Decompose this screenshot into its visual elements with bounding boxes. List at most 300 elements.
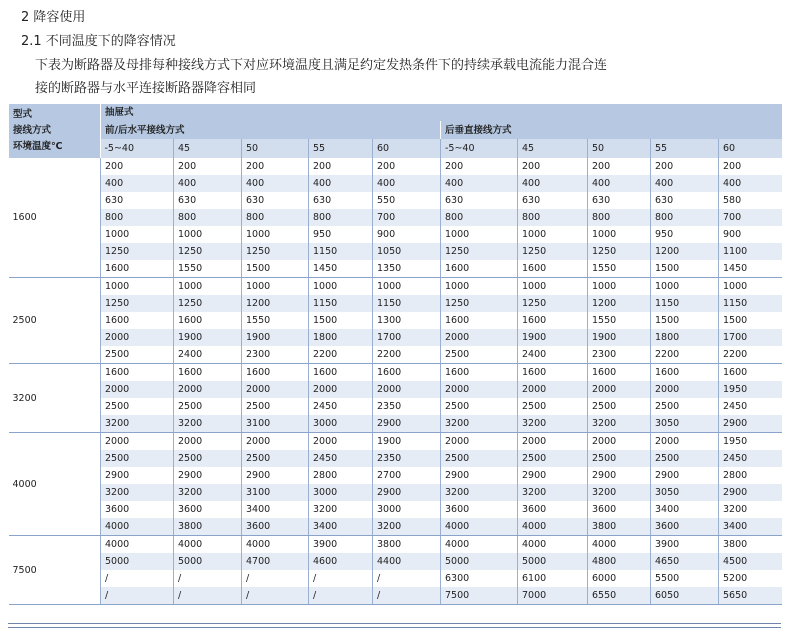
rating-cell: 1600 xyxy=(9,158,101,278)
table-cell: 1600 xyxy=(373,364,441,382)
table-cell: 3400 xyxy=(242,501,309,518)
table-cell: 3050 xyxy=(651,484,719,501)
table-cell: 3400 xyxy=(719,518,782,536)
table-cell: 2500 xyxy=(242,398,309,415)
table-cell: 1450 xyxy=(309,260,373,278)
table-cell: 2000 xyxy=(101,381,174,398)
table-row xyxy=(9,243,782,260)
type-header: 抽屉式 xyxy=(101,104,782,121)
table-cell: 2000 xyxy=(651,433,719,451)
table-cell: 1600 xyxy=(518,364,588,382)
table-cell: 200 xyxy=(373,158,441,175)
table-cell: 3200 xyxy=(518,484,588,501)
table-cell: 800 xyxy=(174,209,242,226)
table-cell: 1250 xyxy=(101,243,174,260)
table-row xyxy=(9,536,782,554)
table-cell: 400 xyxy=(373,175,441,192)
table-cell: 2000 xyxy=(242,381,309,398)
mode-front-header: 前/后水平接线方式 xyxy=(101,121,441,139)
table-cell: 400 xyxy=(174,175,242,192)
table-cell: 3100 xyxy=(242,415,309,433)
table-cell: 2500 xyxy=(101,346,174,364)
table-cell: 1450 xyxy=(719,260,782,278)
table-cell: 3100 xyxy=(242,484,309,501)
table-cell: 2900 xyxy=(719,484,782,501)
table-cell: 6100 xyxy=(518,570,588,587)
table-cell: 2900 xyxy=(719,415,782,433)
rating-cell: 7500 xyxy=(9,536,101,605)
table-cell: 2350 xyxy=(373,450,441,467)
table-cell: 1600 xyxy=(101,312,174,329)
table-cell: 2500 xyxy=(651,450,719,467)
table-cell: 1950 xyxy=(719,381,782,398)
table-cell: 2450 xyxy=(309,450,373,467)
table-cell: 5000 xyxy=(441,553,518,570)
table-row xyxy=(9,553,782,570)
table-cell: 1800 xyxy=(651,329,719,346)
rating-cell: 2500 xyxy=(9,278,101,364)
table-cell: 3600 xyxy=(518,501,588,518)
table-cell: 1000 xyxy=(242,278,309,296)
table-cell: 2200 xyxy=(719,346,782,364)
table-cell: 2000 xyxy=(309,433,373,451)
paragraph-line-1: 下表为断路器及母排每种接线方式下对应环境温度且满足约定发热条件下的持续承载电流能力混合连 xyxy=(35,58,608,73)
table-cell: / xyxy=(101,587,174,605)
table-cell: 3200 xyxy=(441,415,518,433)
table-cell: 3200 xyxy=(101,484,174,501)
table-cell: 400 xyxy=(518,175,588,192)
table-cell: 2400 xyxy=(518,346,588,364)
table-cell: 1800 xyxy=(309,329,373,346)
table-row xyxy=(9,501,782,518)
table-cell: 1550 xyxy=(242,312,309,329)
table-cell: 2500 xyxy=(174,398,242,415)
table-cell: 1250 xyxy=(518,295,588,312)
table-cell: 1200 xyxy=(651,243,719,260)
table-row xyxy=(9,398,782,415)
table-cell: 550 xyxy=(373,192,441,209)
table-cell: 2400 xyxy=(174,346,242,364)
table-row xyxy=(9,467,782,484)
table-cell: 1600 xyxy=(101,260,174,278)
table-row xyxy=(9,329,782,346)
table-cell: 1700 xyxy=(373,329,441,346)
table-cell: 4700 xyxy=(242,553,309,570)
table-cell: 2500 xyxy=(441,398,518,415)
table-cell: 1600 xyxy=(174,364,242,382)
table-cell: 2450 xyxy=(719,450,782,467)
table-cell: 4000 xyxy=(441,536,518,554)
table-cell: 1350 xyxy=(373,260,441,278)
table-cell: 1150 xyxy=(309,295,373,312)
derating-table xyxy=(8,104,782,605)
table-cell: 2500 xyxy=(101,398,174,415)
paragraph-line-2: 接的断路器与水平连接断路器降容相同 xyxy=(35,81,257,96)
table-cell: 1000 xyxy=(441,278,518,296)
table-cell: / xyxy=(373,570,441,587)
table-cell: 4500 xyxy=(719,553,782,570)
row-label-header xyxy=(9,104,101,158)
table-cell: 3800 xyxy=(719,536,782,554)
table-row xyxy=(9,295,782,312)
table-cell: 3000 xyxy=(309,484,373,501)
table-cell: 200 xyxy=(309,158,373,175)
table-cell: 3600 xyxy=(101,501,174,518)
table-cell: 5650 xyxy=(719,587,782,605)
table-cell: 2000 xyxy=(651,381,719,398)
table-cell: 2500 xyxy=(174,450,242,467)
table-cell: 3000 xyxy=(309,415,373,433)
row-label-type: 型式 xyxy=(13,109,33,120)
table-cell: 2900 xyxy=(101,467,174,484)
table-cell: 5000 xyxy=(101,553,174,570)
table-cell: 7500 xyxy=(441,587,518,605)
table-cell: 5000 xyxy=(518,553,588,570)
table-cell: 1150 xyxy=(651,295,719,312)
table-cell: 2500 xyxy=(518,450,588,467)
table-row xyxy=(9,278,782,296)
table-cell: / xyxy=(373,587,441,605)
table-cell: 3900 xyxy=(309,536,373,554)
table-cell: / xyxy=(309,587,373,605)
table-cell: 630 xyxy=(651,192,719,209)
table-row xyxy=(9,587,782,605)
table-cell: 3600 xyxy=(588,501,651,518)
table-cell: 2000 xyxy=(174,433,242,451)
table-cell: 1550 xyxy=(588,312,651,329)
table-cell: 800 xyxy=(101,209,174,226)
table-cell: 630 xyxy=(242,192,309,209)
table-cell: 1150 xyxy=(309,243,373,260)
table-row xyxy=(9,175,782,192)
table-cell: 2500 xyxy=(651,398,719,415)
table-row xyxy=(9,415,782,433)
table-cell: 1000 xyxy=(518,278,588,296)
table-cell: 3200 xyxy=(309,501,373,518)
table-cell: 1250 xyxy=(441,243,518,260)
table-cell: 1500 xyxy=(719,312,782,329)
temp-header: 60 xyxy=(719,139,782,158)
table-cell: 2350 xyxy=(373,398,441,415)
table-cell: 3800 xyxy=(588,518,651,536)
table-cell: 2000 xyxy=(309,381,373,398)
temp-header: -5~40 xyxy=(101,139,174,158)
temp-header: 45 xyxy=(518,139,588,158)
table-cell: 1900 xyxy=(588,329,651,346)
table-cell: 3200 xyxy=(174,484,242,501)
subsection-title: 2.1 不同温度下的降容情况 xyxy=(21,34,176,49)
table-cell: 3200 xyxy=(174,415,242,433)
table-row xyxy=(9,209,782,226)
table-cell: 400 xyxy=(719,175,782,192)
table-cell: 950 xyxy=(309,226,373,243)
table-cell: 2500 xyxy=(588,398,651,415)
table-cell: 1000 xyxy=(174,226,242,243)
table-cell: 1000 xyxy=(101,226,174,243)
table-cell: 580 xyxy=(719,192,782,209)
table-cell: 2900 xyxy=(651,467,719,484)
table-cell: 1600 xyxy=(518,260,588,278)
table-cell: 3000 xyxy=(373,501,441,518)
table-cell: 7000 xyxy=(518,587,588,605)
rating-cell: 3200 xyxy=(9,364,101,433)
table-cell: 3200 xyxy=(441,484,518,501)
table-cell: 2900 xyxy=(373,415,441,433)
table-cell: 630 xyxy=(518,192,588,209)
table-cell: 6000 xyxy=(588,570,651,587)
table-cell: 1000 xyxy=(588,278,651,296)
table-cell: 1600 xyxy=(518,312,588,329)
table-row xyxy=(9,312,782,329)
table-cell: 4600 xyxy=(309,553,373,570)
table-cell: 630 xyxy=(174,192,242,209)
table-cell: 1000 xyxy=(651,278,719,296)
table-cell: 2000 xyxy=(518,381,588,398)
table-row xyxy=(9,450,782,467)
table-cell: 630 xyxy=(101,192,174,209)
table-cell: 1250 xyxy=(174,295,242,312)
table-cell: 1250 xyxy=(174,243,242,260)
row-label-temp: 环境温度℃ xyxy=(13,141,63,152)
table-cell: 3600 xyxy=(651,518,719,536)
table-cell: 1600 xyxy=(719,364,782,382)
table-cell: 4000 xyxy=(518,536,588,554)
table-cell: 3200 xyxy=(588,484,651,501)
table-cell: 400 xyxy=(242,175,309,192)
table-cell: 1250 xyxy=(518,243,588,260)
table-cell: 2000 xyxy=(242,433,309,451)
table-row xyxy=(9,260,782,278)
table-cell: 630 xyxy=(441,192,518,209)
table-cell: 2900 xyxy=(242,467,309,484)
table-cell: 5500 xyxy=(651,570,719,587)
table-cell: 1100 xyxy=(719,243,782,260)
table-cell: 1000 xyxy=(174,278,242,296)
table-cell: 2900 xyxy=(588,467,651,484)
table-cell: 200 xyxy=(588,158,651,175)
table-cell: 3200 xyxy=(719,501,782,518)
bottom-rule xyxy=(8,627,781,628)
table-cell: 6550 xyxy=(588,587,651,605)
table-cell: 4000 xyxy=(588,536,651,554)
table-cell: 3600 xyxy=(441,501,518,518)
table-cell: 3800 xyxy=(373,536,441,554)
table-cell: 630 xyxy=(309,192,373,209)
table-cell: 2450 xyxy=(309,398,373,415)
table-cell: 1000 xyxy=(373,278,441,296)
table-cell: 1900 xyxy=(174,329,242,346)
table-cell: 1600 xyxy=(651,364,719,382)
table-cell: 1600 xyxy=(588,364,651,382)
table-cell: 800 xyxy=(588,209,651,226)
table-cell: 1000 xyxy=(588,226,651,243)
table-cell: 2800 xyxy=(719,467,782,484)
table-cell: 1500 xyxy=(242,260,309,278)
table-cell: 3800 xyxy=(174,518,242,536)
table-cell: 1900 xyxy=(242,329,309,346)
table-cell: 1250 xyxy=(588,243,651,260)
table-cell: 1000 xyxy=(309,278,373,296)
table-cell: 200 xyxy=(242,158,309,175)
table-cell: 800 xyxy=(651,209,719,226)
table-cell: 1950 xyxy=(719,433,782,451)
table-cell: 200 xyxy=(174,158,242,175)
table-cell: 2000 xyxy=(101,329,174,346)
table-row xyxy=(9,381,782,398)
table-cell: / xyxy=(101,570,174,587)
table-cell: 5000 xyxy=(174,553,242,570)
table-cell: 630 xyxy=(588,192,651,209)
table-cell: 1050 xyxy=(373,243,441,260)
table-cell: / xyxy=(174,587,242,605)
table-cell: 3200 xyxy=(588,415,651,433)
table-row xyxy=(9,484,782,501)
table-cell: 400 xyxy=(101,175,174,192)
table-cell: 1500 xyxy=(651,312,719,329)
mode-rear-header: 后垂直接线方式 xyxy=(441,121,782,139)
table-cell: 3600 xyxy=(242,518,309,536)
table-cell: 4000 xyxy=(101,518,174,536)
table-cell: 2900 xyxy=(174,467,242,484)
table-cell: 1000 xyxy=(242,226,309,243)
table-cell: 900 xyxy=(373,226,441,243)
table-cell: 800 xyxy=(242,209,309,226)
table-cell: 200 xyxy=(101,158,174,175)
table-cell: 2900 xyxy=(441,467,518,484)
table-cell: 2000 xyxy=(174,381,242,398)
table-cell: 2900 xyxy=(518,467,588,484)
table-cell: 800 xyxy=(441,209,518,226)
table-cell: 1900 xyxy=(373,433,441,451)
table-cell: 1600 xyxy=(242,364,309,382)
table-cell: 1300 xyxy=(373,312,441,329)
table-cell: 950 xyxy=(651,226,719,243)
table-cell: 4000 xyxy=(101,536,174,554)
table-cell: 4800 xyxy=(588,553,651,570)
table-cell: 1700 xyxy=(719,329,782,346)
table-row xyxy=(9,158,782,175)
table-cell: 4650 xyxy=(651,553,719,570)
row-label-wiring: 接线方式 xyxy=(13,125,52,136)
table-cell: 1500 xyxy=(309,312,373,329)
table-cell: 2000 xyxy=(518,433,588,451)
table-cell: 3900 xyxy=(651,536,719,554)
table-cell: 400 xyxy=(588,175,651,192)
table-cell: 2300 xyxy=(242,346,309,364)
table-cell: 1600 xyxy=(101,364,174,382)
table-cell: 2500 xyxy=(588,450,651,467)
table-cell: 3200 xyxy=(518,415,588,433)
table-cell: 2500 xyxy=(441,450,518,467)
table-cell: 1000 xyxy=(101,278,174,296)
table-cell: 1600 xyxy=(441,260,518,278)
table-cell: 2500 xyxy=(441,346,518,364)
table-cell: 1550 xyxy=(588,260,651,278)
table-cell: 2900 xyxy=(373,484,441,501)
table-cell: 1250 xyxy=(101,295,174,312)
table-cell: 1600 xyxy=(309,364,373,382)
table-cell: 1550 xyxy=(174,260,242,278)
table-cell: 1500 xyxy=(651,260,719,278)
table-cell: 1150 xyxy=(719,295,782,312)
table-row xyxy=(9,226,782,243)
section-title: 2 降容使用 xyxy=(21,10,86,25)
table-cell: 400 xyxy=(651,175,719,192)
temp-header: 55 xyxy=(309,139,373,158)
table-row xyxy=(9,364,782,382)
temp-header: -5~40 xyxy=(441,139,518,158)
table-cell: 200 xyxy=(719,158,782,175)
table-cell: 3200 xyxy=(373,518,441,536)
table-cell: 2500 xyxy=(242,450,309,467)
table-cell: 3400 xyxy=(651,501,719,518)
table-cell: 5200 xyxy=(719,570,782,587)
table-cell: 1600 xyxy=(441,364,518,382)
table-cell: 1000 xyxy=(719,278,782,296)
table-cell: 800 xyxy=(309,209,373,226)
temp-header: 60 xyxy=(373,139,441,158)
temp-header: 50 xyxy=(588,139,651,158)
table-cell: 1200 xyxy=(242,295,309,312)
table-cell: 200 xyxy=(441,158,518,175)
table-cell: 800 xyxy=(518,209,588,226)
table-cell: 1250 xyxy=(242,243,309,260)
temp-header: 55 xyxy=(651,139,719,158)
table-cell: 1000 xyxy=(518,226,588,243)
table-cell: 1600 xyxy=(174,312,242,329)
table-cell: 3600 xyxy=(174,501,242,518)
table-cell: 1150 xyxy=(373,295,441,312)
table-cell: 2000 xyxy=(588,381,651,398)
table-cell: 900 xyxy=(719,226,782,243)
table-cell: 1600 xyxy=(441,312,518,329)
table-cell: 2500 xyxy=(101,450,174,467)
table-cell: 2000 xyxy=(441,381,518,398)
table-cell: 4000 xyxy=(174,536,242,554)
table-cell: 2000 xyxy=(441,329,518,346)
table-cell: 3400 xyxy=(309,518,373,536)
temp-header: 50 xyxy=(242,139,309,158)
table-cell: / xyxy=(242,570,309,587)
table-row xyxy=(9,518,782,536)
table-row xyxy=(9,433,782,451)
table-cell: 1250 xyxy=(441,295,518,312)
table-cell: 4000 xyxy=(242,536,309,554)
table-cell: 2200 xyxy=(309,346,373,364)
table-cell: 200 xyxy=(518,158,588,175)
table-cell: 1900 xyxy=(518,329,588,346)
table-row xyxy=(9,570,782,587)
table-cell: 2450 xyxy=(719,398,782,415)
table-cell: 200 xyxy=(651,158,719,175)
table-cell: 1000 xyxy=(441,226,518,243)
table-cell: 6050 xyxy=(651,587,719,605)
table-cell: / xyxy=(174,570,242,587)
table-row xyxy=(9,346,782,364)
table-cell: / xyxy=(309,570,373,587)
table-cell: 700 xyxy=(373,209,441,226)
table-cell: 2800 xyxy=(309,467,373,484)
table-cell: 4000 xyxy=(518,518,588,536)
table-cell: 400 xyxy=(441,175,518,192)
table-cell: 3050 xyxy=(651,415,719,433)
table-cell: 6300 xyxy=(441,570,518,587)
table-cell: 4000 xyxy=(441,518,518,536)
table-row xyxy=(9,192,782,209)
table-cell: 4400 xyxy=(373,553,441,570)
table-cell: 1200 xyxy=(588,295,651,312)
table-cell: 2200 xyxy=(373,346,441,364)
